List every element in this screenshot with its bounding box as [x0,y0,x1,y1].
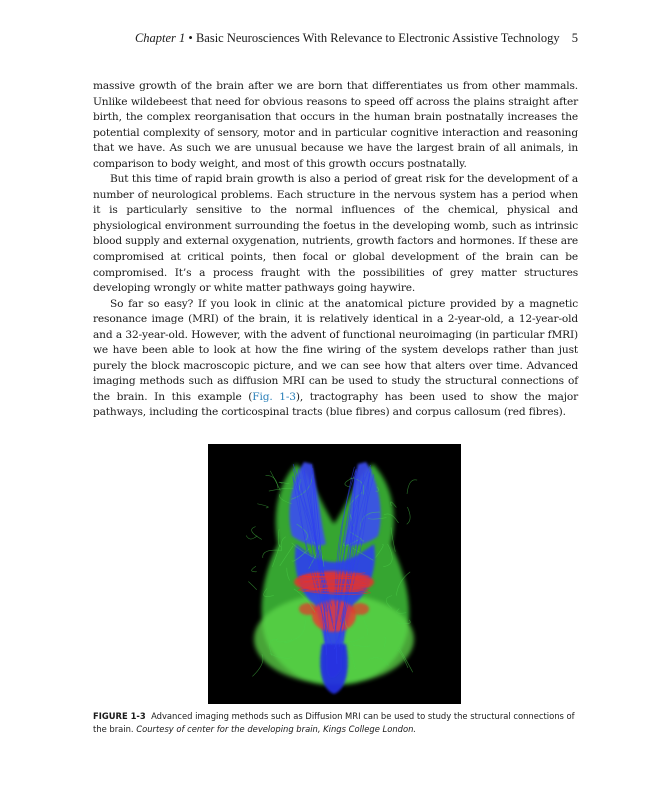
chapter-title: Basic Neurosciences With Relevance to Electronic Assistive Technology [195,31,560,45]
paragraph-2: But this time of rapid brain growth is also a period of great risk for the development of a number of neurological problems. Each structure in the nervous system has a period when it is particularly sensitive to the normal influences of the chemical, physical and physiological environment surrounding the foetus in the developing womb, such as intrinsic blood supply and external oxygenation, nutrients, growth factors and hormones. If these are compromised at critical points, then focal or global development of the brain can be compromised. It’s a process fraught with the possibilities of grey matter structures developing wrongly or white matter pathways going haywire. [93,173,578,295]
body-text [93,79,578,421]
paragraph-3-text-a: So far so easy? If you look in clinic at the anatomical picture provided by a magnetic resonance image (MRI) of the brain, it is relatively identical in a 2-year-old, a 12-year-old and a 32-year-old. However, with the advent of functional neuroimaging (in particular fMRI) we have been able to look at how the fine wiring of the system develops rather than just purely the block macroscopic picture, and we can see how that alters over time. Advanced imaging methods such as diffusion MRI can be used to study the structural connections of the brain. In this example ( [93,297,578,403]
tractography-figure [208,444,461,704]
header-bullet: • [188,31,193,45]
paragraph-1: massive growth of the brain after we are born that differentiates us from other mammals. Unlike wildebeest that need for obvious reasons to speed off across the plains straight after birth, the complex reorganisation that occurs in the human brain postnatally increases the potential complexity of sensory, motor and in particular cognitive interaction and reasoning that we have. As such we are unusual because we have the largest brain of all animals, in comparison to body weight, and most of this growth occurs postnatally. [93,80,578,170]
brain-tractography-image [208,444,461,704]
page-number: 5 [571,31,578,45]
figure-caption [93,710,578,735]
running-header [93,31,578,46]
chapter-label: Chapter 1 [134,31,186,45]
caption-text: Advanced imaging methods such as Diffusion MRI can be used to study the structural connections of the brain. [93,711,575,734]
paragraph-3 [93,297,578,421]
caption-credit: Courtesy of center for the developing brain, Kings College London. [136,723,417,734]
figure-reference-link[interactable]: Fig. 1-3 [252,390,296,403]
paragraph-3-text-b: ), tractography has been used to show the major pathways, including the corticospinal tracts (blue fibres) and corpus callosum (red fibres). [93,390,578,419]
figure-label: FIGURE 1-3 [93,711,146,721]
